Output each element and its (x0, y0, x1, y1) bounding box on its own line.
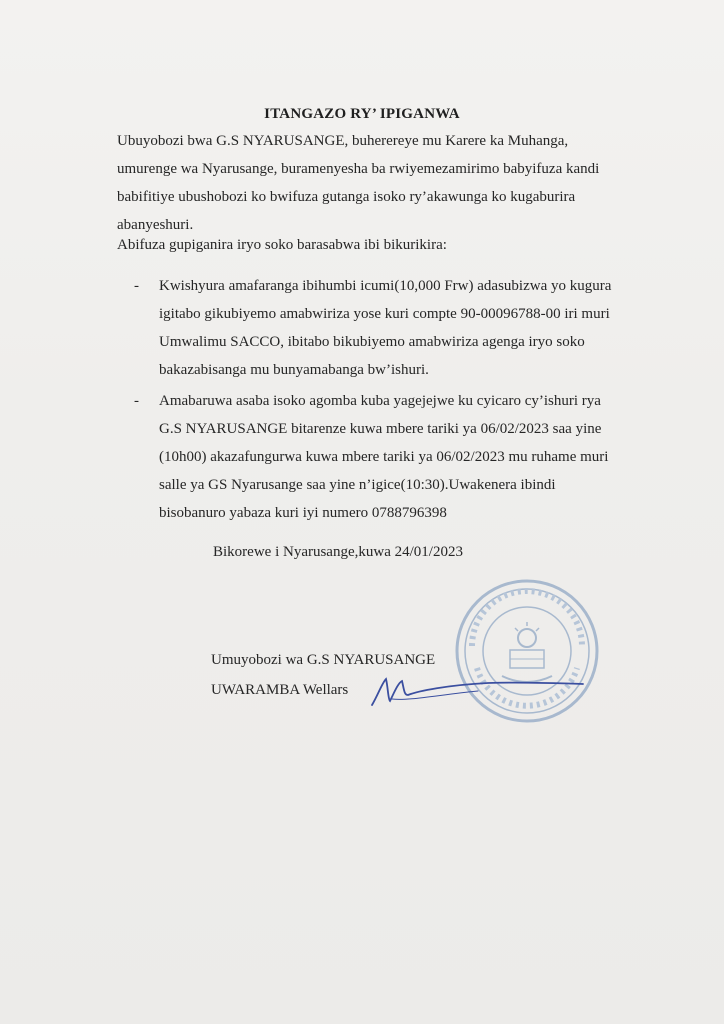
intro-line: umurenge wa Nyarusange, buramenyesha ba rwiyemezamirimo babyifuza kandi (117, 161, 600, 177)
requirement-line: bakazabisanga mu bunyamabanga bw’ishuri. (159, 362, 429, 378)
list-bullet: - (134, 393, 139, 409)
requirement-line: igitabo gikubiyemo amabwiriza yose kuri compte 90-00096788-00 iri muri (159, 306, 610, 322)
requirement-line: (10h00) akazafungurwa kuwa mbere tariki ya 06/02/2023 mu ruhame muri (159, 449, 609, 465)
requirement-line: salle ya GS Nyarusange saa yine n’igice(10:30).Uwakenera ibindi (159, 477, 556, 493)
requirement-line: Kwishyura amafaranga ibihumbi icumi(10,000 Frw) adasubizwa yo kugura (159, 278, 612, 294)
requirement-line: Umwalimu SACCO, ibitabo bikubiyemo amabwiriza agenga iryo soko (159, 334, 585, 350)
signatory-name: UWARAMBA Wellars (211, 682, 349, 698)
requirement-line: Amabaruwa asaba isoko agomba kuba yagejejwe ku cyicaro cy’ishuri rya (159, 393, 601, 409)
requirement-item-fee (134, 272, 694, 384)
requirement-line: G.S NYARUSANGE bitarenze kuwa mbere tariki ya 06/02/2023 saa yine (159, 421, 602, 437)
intro-paragraph (117, 127, 677, 239)
handwritten-signature-icon (368, 665, 588, 715)
intro-line: Ubuyobozi bwa G.S NYARUSANGE, buherereye mu Karere ka Muhanga, (117, 133, 569, 149)
date-place-line: Bikorewe i Nyarusange,kuwa 24/01/2023 (213, 544, 463, 560)
requirement-line: bisobanuro yabaza kuri iyi numero 0788796398 (159, 505, 447, 521)
intro-line: abanyeshuri. (117, 217, 194, 233)
requirements-lead: Abifuza gupiganira iryo soko barasabwa ibi bikurikira: (117, 237, 447, 253)
list-bullet: - (134, 278, 139, 294)
document-title: ITANGAZO RY’ IPIGANWA (264, 106, 460, 122)
signatory-title: Umuyobozi wa G.S NYARUSANGE (211, 652, 436, 668)
requirement-item-submission (134, 387, 694, 527)
intro-line: babifitiye ubushobozi ko bwifuza gutanga isoko ry’akawunga ko kugaburira (117, 189, 576, 205)
